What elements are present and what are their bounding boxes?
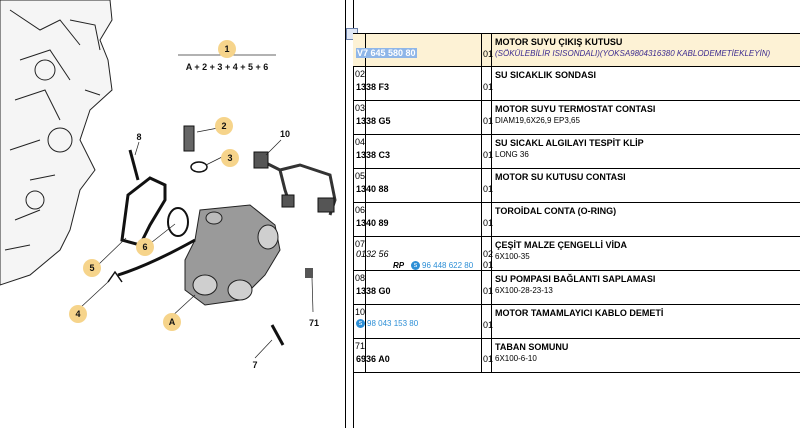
- row-number: 04: [353, 135, 366, 168]
- part-subtitle: 6X100-6-10: [495, 354, 537, 363]
- part-reference[interactable]: 1338 G5: [356, 116, 391, 126]
- table-row[interactable]: [353, 101, 800, 135]
- callout-10: 10: [279, 129, 291, 139]
- part-title: MOTOR TAMAMLAYICI KABLO DEMETİ: [495, 308, 664, 318]
- part-subtitle: DIAM19,6X26,9 EP3,65: [495, 116, 580, 125]
- row-number: 02: [353, 67, 366, 100]
- part-title: MOTOR SUYU TERMOSTAT CONTASI: [495, 104, 656, 114]
- callout-8: 8: [136, 132, 142, 142]
- part-reference[interactable]: 1340 89: [356, 218, 389, 228]
- table-row[interactable]: [353, 169, 800, 203]
- row-number: 07: [353, 237, 366, 270]
- divider-left: [345, 0, 346, 428]
- quantity: 01: [483, 116, 494, 126]
- seal-drawing: [191, 162, 207, 172]
- gasket-drawing: [122, 178, 165, 245]
- callout-6: 6: [142, 242, 148, 252]
- row-number: 06: [353, 203, 366, 236]
- row-number: 03: [353, 101, 366, 134]
- engine-block-drawing: [0, 0, 112, 285]
- part-title: SU SICAKL ALGILAYI TESPİT KLİP: [495, 138, 644, 148]
- info-icon: s: [411, 261, 420, 270]
- callout-a: A: [168, 317, 176, 327]
- quantity: 01: [483, 354, 494, 364]
- quantity: 01: [483, 82, 494, 92]
- table-row[interactable]: [353, 305, 800, 339]
- table-row[interactable]: [353, 339, 800, 373]
- callout-71: 71: [308, 318, 320, 328]
- sensor-drawing: [184, 126, 194, 151]
- part-title: TABAN SOMUNU: [495, 342, 569, 352]
- part-subtitle: LONG 36: [495, 150, 529, 159]
- replacement-quantity: 01: [483, 260, 494, 270]
- part-reference[interactable]: 1338 F3: [356, 82, 390, 92]
- part-reference[interactable]: 1340 88: [356, 184, 389, 194]
- part-title: SU POMPASI BAĞLANTI SAPLAMASI: [495, 274, 656, 284]
- callout-7: 7: [252, 360, 258, 370]
- o-ring-drawing: [168, 208, 188, 236]
- part-title: MOTOR SU KUTUSU CONTASI: [495, 172, 626, 182]
- quantity: 02: [483, 249, 494, 259]
- nut-drawing: [305, 268, 313, 278]
- callout-1: 1: [224, 44, 230, 54]
- row-number: 05: [353, 169, 366, 202]
- callout-3: 3: [227, 153, 233, 163]
- replacement-label: RP: [393, 261, 405, 270]
- quantity: 01: [483, 150, 494, 160]
- table-row[interactable]: [353, 271, 800, 305]
- row-number: 71: [353, 339, 366, 372]
- callout-4: 4: [75, 309, 81, 319]
- part-reference[interactable]: V7 645 580 80: [357, 48, 416, 58]
- part-title: MOTOR SUYU ÇIKIŞ KUTUSU: [495, 37, 623, 47]
- part-subtitle: (SÖKÜLEBİLİR ISISONDALI)(YOKSA9804316380 KABLODEMETİEKLEYİN): [495, 49, 771, 58]
- diagram-formula: A + 2 + 3 + 4 + 5 + 6: [185, 62, 269, 72]
- water-outlet-housing-drawing: [185, 205, 280, 305]
- table-row[interactable]: [353, 135, 800, 169]
- callout-5: 5: [89, 263, 95, 273]
- screw-drawing: [272, 325, 283, 345]
- row-number: 08: [353, 271, 366, 304]
- part-title: ÇEŞİT MALZE ÇENGELLİ VİDA: [495, 240, 628, 250]
- table-row[interactable]: [353, 203, 800, 237]
- quantity: 01: [483, 218, 494, 228]
- part-subtitle: 6X100-35: [495, 252, 530, 261]
- part-reference[interactable]: s 98 043 153 80: [356, 318, 418, 328]
- table-row[interactable]: [353, 33, 800, 67]
- stud-drawing: [130, 150, 138, 180]
- part-reference[interactable]: 0132 56: [356, 249, 389, 259]
- info-icon: s: [356, 319, 365, 328]
- table-row[interactable]: [353, 67, 800, 101]
- parts-diagram: [0, 0, 345, 428]
- table-row[interactable]: [353, 237, 800, 271]
- part-title: SU SICAKLIK SONDASI: [495, 70, 597, 80]
- replacement-ref[interactable]: s 96 448 622 80: [411, 260, 473, 270]
- quantity: 01: [483, 184, 494, 194]
- callout-2: 2: [221, 121, 227, 131]
- part-title: TOROİDAL CONTA (O-RING): [495, 206, 617, 216]
- part-reference[interactable]: 1338 G0: [356, 286, 391, 296]
- quantity: 01: [483, 286, 494, 296]
- quantity: 01: [483, 320, 494, 330]
- parts-table: [353, 33, 800, 373]
- quantity: 01: [483, 49, 494, 59]
- row-number: 10: [353, 305, 366, 338]
- part-reference[interactable]: 1338 C3: [356, 150, 391, 160]
- part-subtitle: 6X100-28-23-13: [495, 286, 553, 295]
- part-reference[interactable]: 6936 A0: [356, 354, 390, 364]
